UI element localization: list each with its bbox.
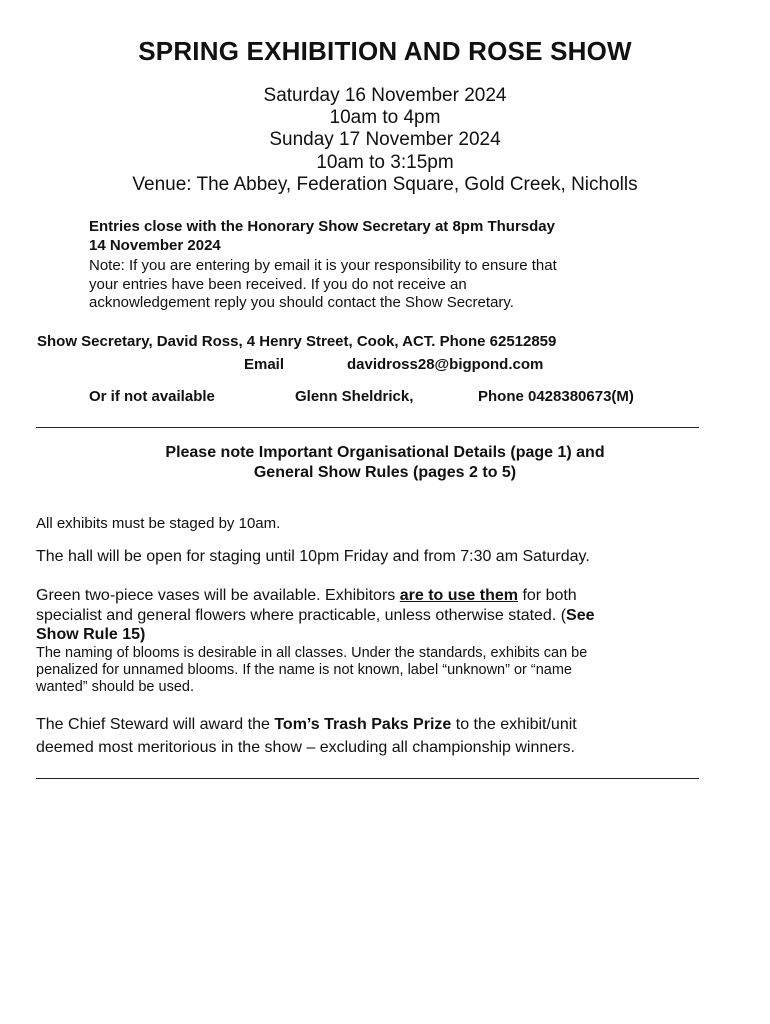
schedule-saturday-hours: 10am to 4pm (329, 107, 441, 128)
notice-line: General Show Rules (pages 2 to 5) (253, 464, 517, 481)
show-rule-reference: Show Rule 15) (36, 626, 146, 643)
venue-line: Venue: The Abbey, Federation Square, Gold Creek, Nicholls (132, 174, 638, 195)
vases-paragraph-line: specialist and general flowers where practicable, unless otherwise stated. (See (36, 607, 595, 624)
page-title: SPRING EXHIBITION AND ROSE SHOW (138, 36, 632, 66)
schedule-saturday-date: Saturday 16 November 2024 (263, 85, 507, 106)
entries-close-date: 14 November 2024 (89, 237, 221, 254)
section-divider (36, 778, 699, 779)
staging-deadline-text: All exhibits must be staged by 10am. (36, 515, 281, 532)
naming-note-line: The naming of blooms is desirable in all classes. Under the standards, exhibits can be (36, 645, 588, 661)
vases-paragraph-line: Green two-piece vases will be available. Exhibitors are to use them for both (36, 587, 577, 604)
alternate-contact-phone: Phone 0428380673(M) (478, 388, 634, 405)
prize-paragraph-line: deemed most meritorious in the show – excluding all championship winners. (36, 739, 575, 756)
entries-close-line: Entries close with the Honorary Show Secretary at 8pm Thursday (89, 218, 555, 235)
schedule-sunday-date: Sunday 17 November 2024 (269, 129, 501, 150)
hall-hours-text: The hall will be open for staging until 10pm Friday and from 7:30 am Saturday. (36, 548, 590, 565)
show-secretary-line: Show Secretary, David Ross, 4 Henry Street, Cook, ACT. Phone 62512859 (37, 333, 557, 350)
section-divider (36, 427, 699, 428)
email-note-line: your entries have been received. If you do not receive an (89, 276, 467, 293)
naming-note-line: penalized for unnamed blooms. If the name is not known, label “unknown” or “name (36, 662, 572, 678)
alternate-contact-label: Or if not available (89, 388, 215, 405)
emphasis-text: are to use them (399, 587, 518, 604)
prize-paragraph-line: The Chief Steward will award the Tom’s Trash Paks Prize to the exhibit/unit (36, 716, 577, 733)
schedule-sunday-hours: 10am to 3:15pm (316, 152, 454, 173)
email-note-line: Note: If you are entering by email it is your responsibility to ensure that (89, 257, 557, 274)
prize-name: Tom’s Trash Paks Prize (274, 716, 452, 733)
notice-line: Please note Important Organisational Details (page 1) and (165, 444, 605, 461)
email-label: Email (244, 356, 285, 373)
alternate-contact-name: Glenn Sheldrick, (295, 388, 414, 405)
naming-note-line: wanted” should be used. (36, 679, 194, 695)
email-note-line: acknowledgement reply you should contact the Show Secretary. (89, 294, 514, 311)
email-address: davidross28@bigpond.com (347, 356, 544, 373)
